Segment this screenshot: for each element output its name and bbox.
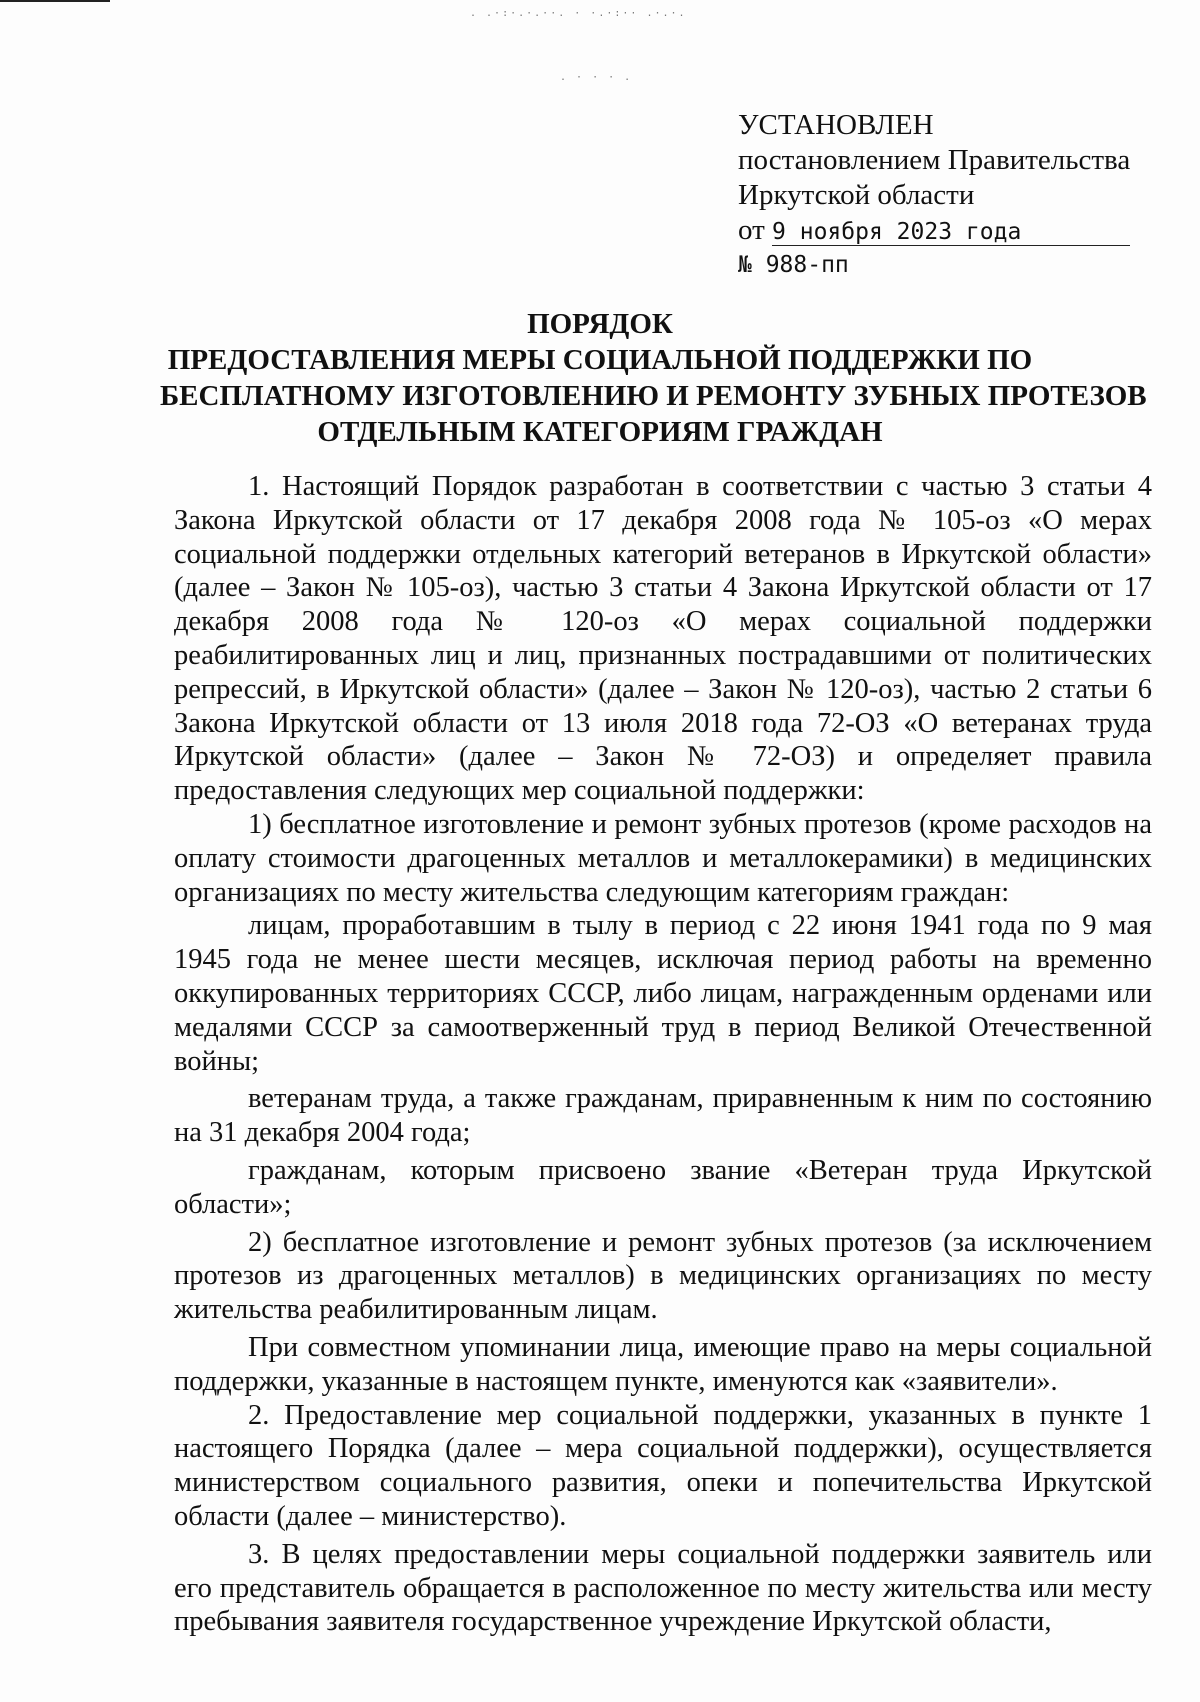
approval-block: [738, 108, 1138, 283]
approval-line-2: Иркутской области: [738, 179, 975, 211]
paragraph: При совместном упоминании лица, имеющие право на меры социальной поддержки, указанные в настоящем пункте, именуются как «заявители».: [174, 1331, 1152, 1397]
paragraph: 1. Настоящий Порядок разработан в соответствии с частью 3 статьи 4 Закона Иркутской области от 17 декабря 2008 года № 105-оз «О мерах социальной поддержки отдельных категорий ветеранов в Иркутской области» (далее – Закон № 105-оз), частью 3 статьи 4 Закона Иркутской области от 17 декабря 2008 года № 120-оз «О мерах социальной поддержки реабилитированных лиц и лиц, признанных пострадавшими от политических репрессий, в Иркутской области» (далее – Закон № 120-оз), частью 2 статьи 6 Закона Иркутской области от 13 июля 2018 года 72-ОЗ «О ветеранах труда Иркутской области» (далее – Закон № 72-ОЗ) и определяет правила предоставления следующих мер социальной поддержки:: [174, 471, 1152, 807]
paragraph: ветеранам труда, а также гражданам, приравненным к ним по состоянию на 31 декабря 2004 года;: [174, 1083, 1152, 1149]
paragraph: лицам, проработавшим в тылу в период с 22 июня 1941 года по 9 мая 1945 года не менее шести месяцев, исключая период работы на временно оккупированных территориях СССР, либо лицам, награжденным орденами или медалями СССР за самоотверженный труд в период Великой Отечественной войны;: [174, 910, 1152, 1077]
paragraph: 1) бесплатное изготовление и ремонт зубных протезов (кроме расходов на оплату стоимости драгоценных металлов и металлокерамики) в медицинских организациях по месту жительства следующим категориям граждан:: [174, 808, 1152, 908]
approval-date-prefix: от: [738, 214, 765, 246]
paragraph: 2. Предоставление мер социальной поддержки, указанных в пункте 1 настоящего Порядка (далее – мера социальной поддержки), осуществляется министерством социального развития, опеки и попечительства Иркутской области (далее – министерство).: [174, 1399, 1152, 1532]
title-line-2: ПРЕДОСТАВЛЕНИЯ МЕРЫ СОЦИАЛЬНОЙ ПОДДЕРЖКИ ПО: [167, 344, 1033, 376]
title-line-1: ПОРЯДОК: [527, 308, 673, 340]
scan-edge-mark: [0, 0, 110, 2]
approval-date-line: [738, 213, 1138, 248]
approval-number: № 988-пп: [738, 252, 849, 278]
paragraph: 3. В целях предоставлении меры социальной поддержки заявитель или его представитель обращается в расположенное по месту жительства или месту пребывания заявителя государственное учреждение Иркутской области,: [174, 1538, 1152, 1638]
document-body: [174, 470, 1152, 1639]
title-line-4: ОТДЕЛЬНЫМ КАТЕГОРИЯМ ГРАЖДАН: [317, 416, 883, 448]
approval-line-1: постановлением Правительства: [738, 144, 1131, 176]
paragraph: 2) бесплатное изготовление и ремонт зубных протезов (за исключением протезов из драгоценных металлов) в медицинских организациях по месту жительства реабилитированным лицам.: [174, 1226, 1152, 1326]
document-title: [160, 306, 1147, 450]
approval-date-value: 9 ноября 2023 года: [772, 219, 1130, 246]
paragraph: гражданам, которым присвоено звание «Ветеран труда Иркутской области»;: [174, 1154, 1152, 1220]
scan-noise: . · · · .: [560, 72, 633, 83]
scan-noise: . .·:·.·.··. · ·.·:·· .·.·.: [470, 8, 687, 19]
title-line-3: БЕСПЛАТНОМУ ИЗГОТОВЛЕНИЮ И РЕМОНТУ ЗУБНЫХ ПРОТЕЗОВ: [160, 380, 1147, 412]
approval-status: УСТАНОВЛЕН: [738, 109, 934, 141]
